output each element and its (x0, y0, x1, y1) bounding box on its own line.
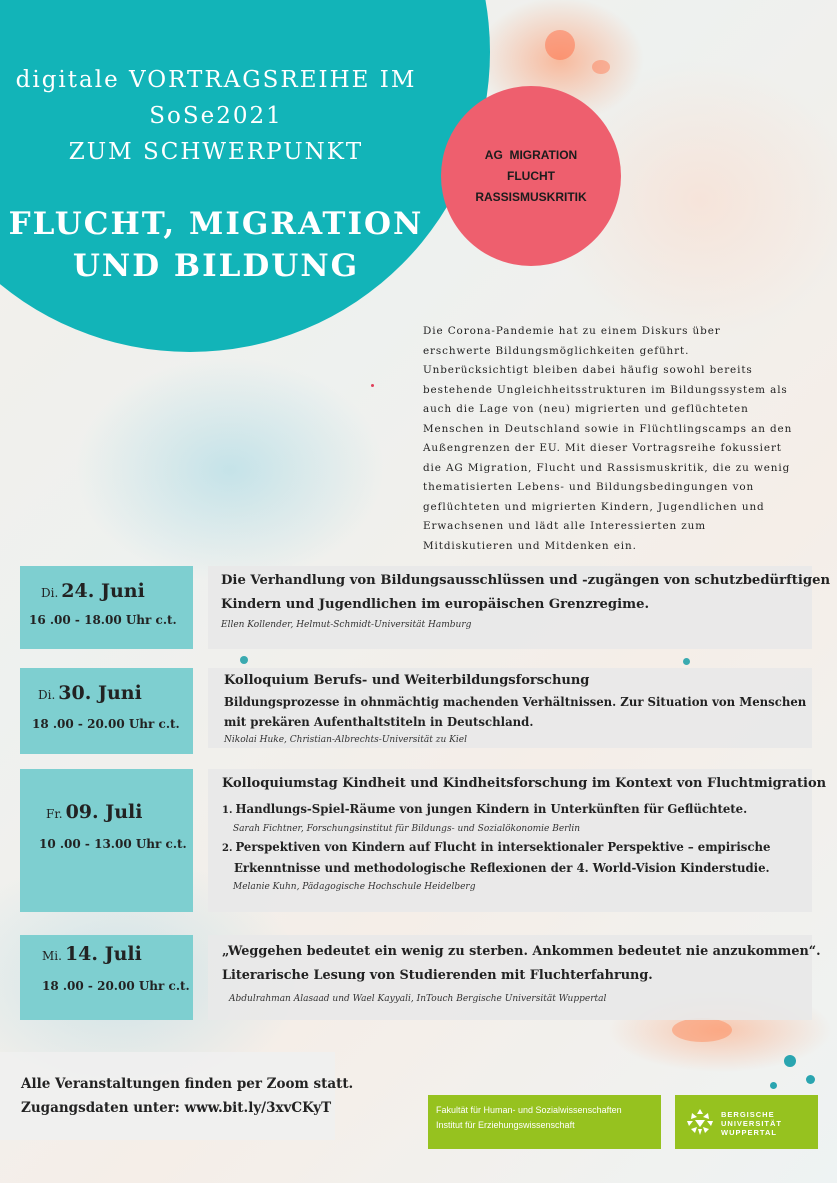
talk-number: 1. (222, 805, 233, 816)
subtitle-line: digitale VORTRAGSREIHE IM (15, 67, 417, 93)
institute-line: Institut für Erziehungswissenschaft (436, 1120, 575, 1130)
talk-title-text: Handlungs-Spiel-Räume von jungen Kindern in Unterkünften für Geflüchtete. (235, 802, 748, 816)
event-time: 10 .00 - 13.00 Uhr c.t. (39, 837, 187, 851)
talk-author: Melanie Kuhn, Pädagogische Hochschule Heidelberg (233, 882, 476, 892)
event-weekday: Fr. (46, 807, 63, 821)
event-date-box (20, 668, 193, 754)
page-title (0, 203, 432, 287)
event-day: 24. Juni (61, 580, 145, 602)
faculty-box (428, 1095, 661, 1149)
event-weekday: Di. (41, 586, 59, 600)
university-logo (675, 1095, 818, 1149)
header-circle (0, 0, 490, 352)
event-date-box (20, 769, 193, 912)
title-line: UND BILDUNG (72, 248, 360, 284)
event-author: Ellen Kollender, Helmut-Schmidt-Universität Hamburg (221, 620, 472, 630)
event-day: 14. Juli (64, 943, 142, 965)
title-line: FLUCHT, MIGRATION (8, 206, 424, 242)
zoom-info (0, 1052, 354, 1140)
event-date (38, 682, 142, 704)
event-heading: Kolloquiumstag Kindheit und Kindheitsforschung im Kontext von Fluchtmigration (222, 776, 827, 791)
subtitle-line: SoSe2021 (149, 103, 283, 129)
event-day: 30. Juni (58, 682, 142, 704)
event-weekday: Di. (38, 688, 56, 702)
event-date (42, 943, 142, 965)
event-title: mit prekären Aufenthaltstiteln in Deutschland. (224, 715, 534, 729)
event-time: 18 .00 - 20.00 Uhr c.t. (42, 979, 190, 993)
subtitle-line: ZUM SCHWERPUNKT (68, 139, 364, 165)
event-title: Kindern und Jugendlichen im europäischen Grenzregime. (221, 597, 650, 612)
event-info-box (208, 668, 812, 748)
talk-title (222, 840, 770, 854)
university-name (721, 1110, 782, 1137)
event-author: Nikolai Huke, Christian-Albrechts-Universität zu Kiel (224, 735, 467, 745)
event-time: 18 .00 - 20.00 Uhr c.t. (32, 717, 180, 731)
event-date (46, 801, 142, 823)
event-weekday: Mi. (42, 949, 62, 963)
header-subtitle (0, 62, 432, 170)
event-title: Literarische Lesung von Studierenden mit Fluchterfahrung. (222, 968, 653, 983)
university-line: UNIVERSITÄT (721, 1119, 783, 1128)
badge-line: AG MIGRATION (484, 147, 578, 162)
zoom-text: Alle Veranstaltungen finden per Zoom statt. (21, 1076, 354, 1092)
event-title: Bildungsprozesse in ohnmächtig machenden Verhältnissen. Zur Situation von Menschen (224, 695, 807, 709)
ag-badge (441, 86, 621, 266)
badge-line: FLUCHT (507, 168, 555, 183)
event-date-box (20, 566, 193, 649)
event-title: „Weggehen bedeutet ein wenig zu sterben. Ankommen bedeutet nie anzukommen“. (222, 944, 821, 959)
event-date (41, 580, 145, 602)
event-day: 09. Juli (65, 801, 143, 823)
event-title: Die Verhandlung von Bildungsausschlüssen und -zugängen von schutzbedürftigen (221, 573, 831, 588)
talk-author: Sarah Fichtner, Forschungsinstitut für Bildungs- und Sozialökonomie Berlin (233, 824, 581, 834)
event-author: Abdulrahman Alasaad und Wael Kayyali, InTouch Bergische Universität Wuppertal (229, 994, 607, 1004)
talk-title-text: Erkenntnisse und methodologische Reflexionen der 4. World-Vision Kinderstudie. (234, 861, 770, 875)
intro-text: Die Corona-Pandemie hat zu einem Diskurs über erschwerte Bildungsmöglichkeiten geführt. Unberücksichtigt bleiben dabei häufig sowohl bereits bestehende Ungleichheitsstrukturen im Bildungssystem als auch die Lage von (neu) migrierten und geflüchteten Menschen in Deutschland sowie in Flüchtlingscamps an den Außengrenzen der EU. Mit dieser Vortragsreihe fokussiert die AG Migration, Flucht und Rassismuskritik, die zu wenig thematisierten Lebens- und Bildungsbedingungen von geflüchteten und migrierten Kindern, Jugendlichen und Erwachsenen und lädt alle Interessierten zum Mitdiskutieren und Mitdenken ein. (423, 325, 793, 552)
university-line: BERGISCHE (721, 1110, 775, 1119)
event-date-box (20, 935, 193, 1020)
event-heading: Kolloquium Berufs- und Weiterbildungsforschung (224, 673, 590, 688)
event-info-box (208, 935, 821, 1020)
badge-line: RASSISMUSKRITIK (475, 189, 587, 204)
talk-number: 2. (222, 843, 233, 854)
event-info-box (208, 566, 831, 649)
event-info-box (208, 769, 827, 912)
talk-title-text: Perspektiven von Kindern auf Flucht in intersektionaler Perspektive – empirische (235, 840, 771, 854)
talk-title (222, 802, 747, 816)
event-time: 16 .00 - 18.00 Uhr c.t. (29, 613, 177, 627)
university-emblem-icon (685, 1108, 715, 1136)
zoom-link[interactable]: Zugangsdaten unter: www.bit.ly/3xvCKyT (21, 1100, 332, 1116)
faculty-line: Fakultät für Human- und Sozialwissenschaften (436, 1105, 622, 1115)
university-line: WUPPERTAL (721, 1128, 777, 1137)
